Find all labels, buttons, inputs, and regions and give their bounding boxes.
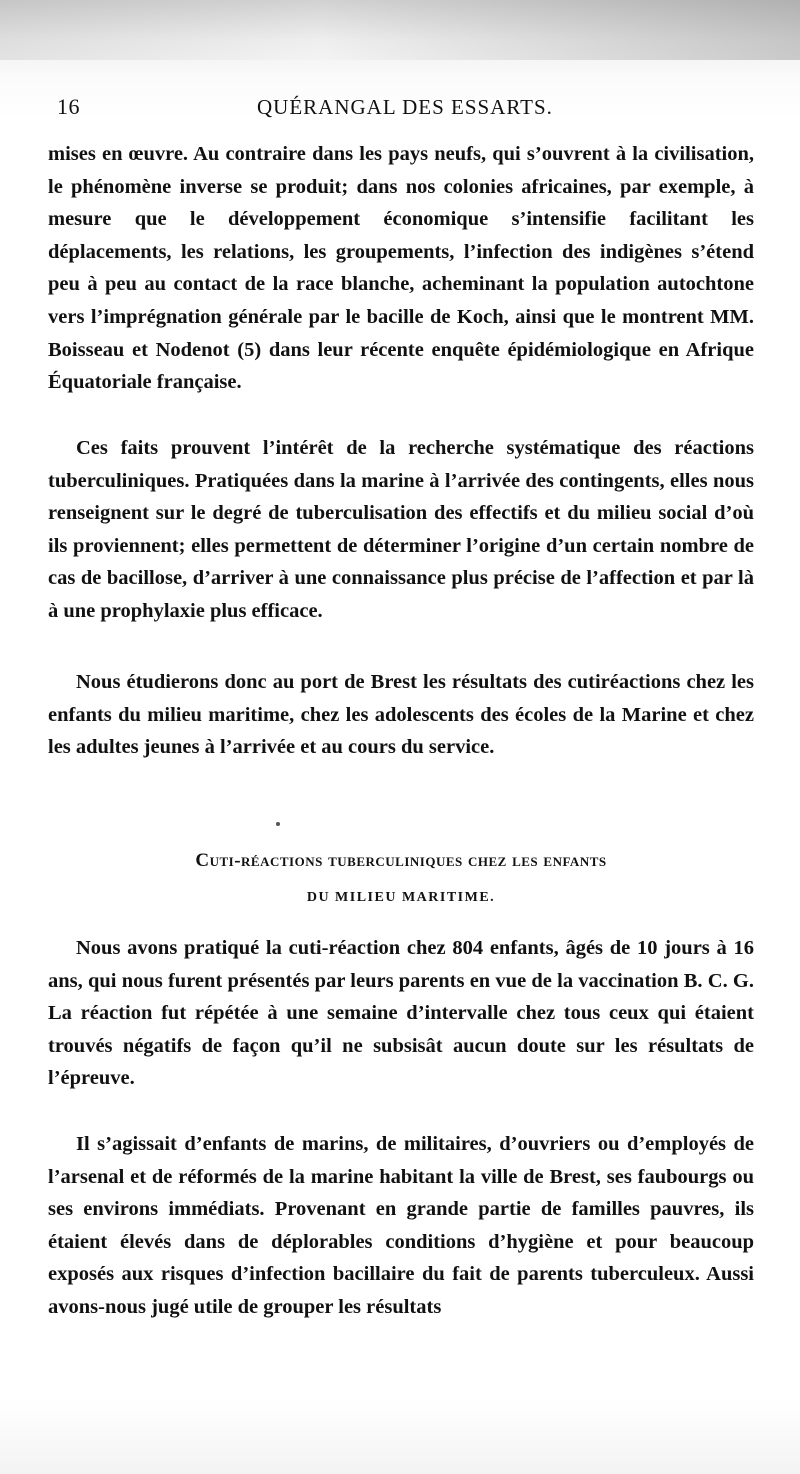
paragraph-3: Nous étudierons donc au port de Brest les résultats des cutiréactions chez les enfants du milieu maritime, chez les adolescents des écoles de la Marine et chez les adultes jeunes à l’arrivée et au cours du service. [48, 671, 754, 759]
section-paragraph-2: Il s’agissait d’enfants de marins, de militaires, d’ouvriers ou d’employés de l’arsenal et de réformés de la marine habitant la ville de Brest, ses faubourgs ou ses environs immédiats. Provenant en grande partie de familles pauvres, ils étaient élevés dans de déplorables conditions d’hygiène et pour beaucoup exposés aux risques d’infection bacillaire du fait de parents tuberculeux. Aussi avons-nous jugé utile de grouper les résultats [48, 1133, 754, 1318]
page-number: 16 [57, 94, 80, 119]
paragraph-1: mises en œuvre. Au contraire dans les pays neufs, qui s’ouvrent à la civilisation, le phénomène inverse se produit; dans nos colonies africaines, par exemple, à mesure que le développement économique s’intensifie facilitant les déplacements, les relations, les groupements, l’infection des indigènes s’étend peu à peu au contact de la race blanche, acheminant la population autochtone vers l’imprégnation générale par le bacille de Koch, ainsi que le montrent MM. Boisseau et Nodenot (5) dans leur récente enquête épidémiologique en Afrique Équatoriale française. [48, 143, 754, 394]
section-heading-line-2: DU MILIEU MARITIME. [306, 890, 496, 905]
print-speck [276, 822, 280, 826]
scan-shadow [0, 0, 800, 60]
running-title: QUÉRANGAL DES ESSARTS. [257, 95, 553, 119]
running-head [57, 92, 753, 122]
section-paragraph-1: Nous avons pratiqué la cuti-réaction chez 804 enfants, âgés de 10 jours à 16 ans, qui nous furent présentés par leurs parents en vue de la vaccination B. C. G. La réaction fut répétée à une semaine d’intervalle chez tous ceux qui étaient trouvés négatifs de façon qu’il ne subsisât aucun doute sur les résultats de l’épreuve. [48, 937, 754, 1090]
section-heading-line-1: Cuti-réactions tuberculiniques chez les enfants [195, 850, 607, 871]
paragraph-2: Ces faits prouvent l’intérêt de la recherche systématique des réactions tuberculiniques. Pratiquées dans la marine à l’arrivée des contingents, elles nous renseignent sur le degré de tuberculisation des effectifs et du milieu social d’où ils proviennent; elles permettent de déterminer l’origine d’un certain nombre de cas de bacillose, d’arriver à une connaissance plus précise de l’affection et par là à une prophylaxie plus efficace. [48, 437, 754, 622]
